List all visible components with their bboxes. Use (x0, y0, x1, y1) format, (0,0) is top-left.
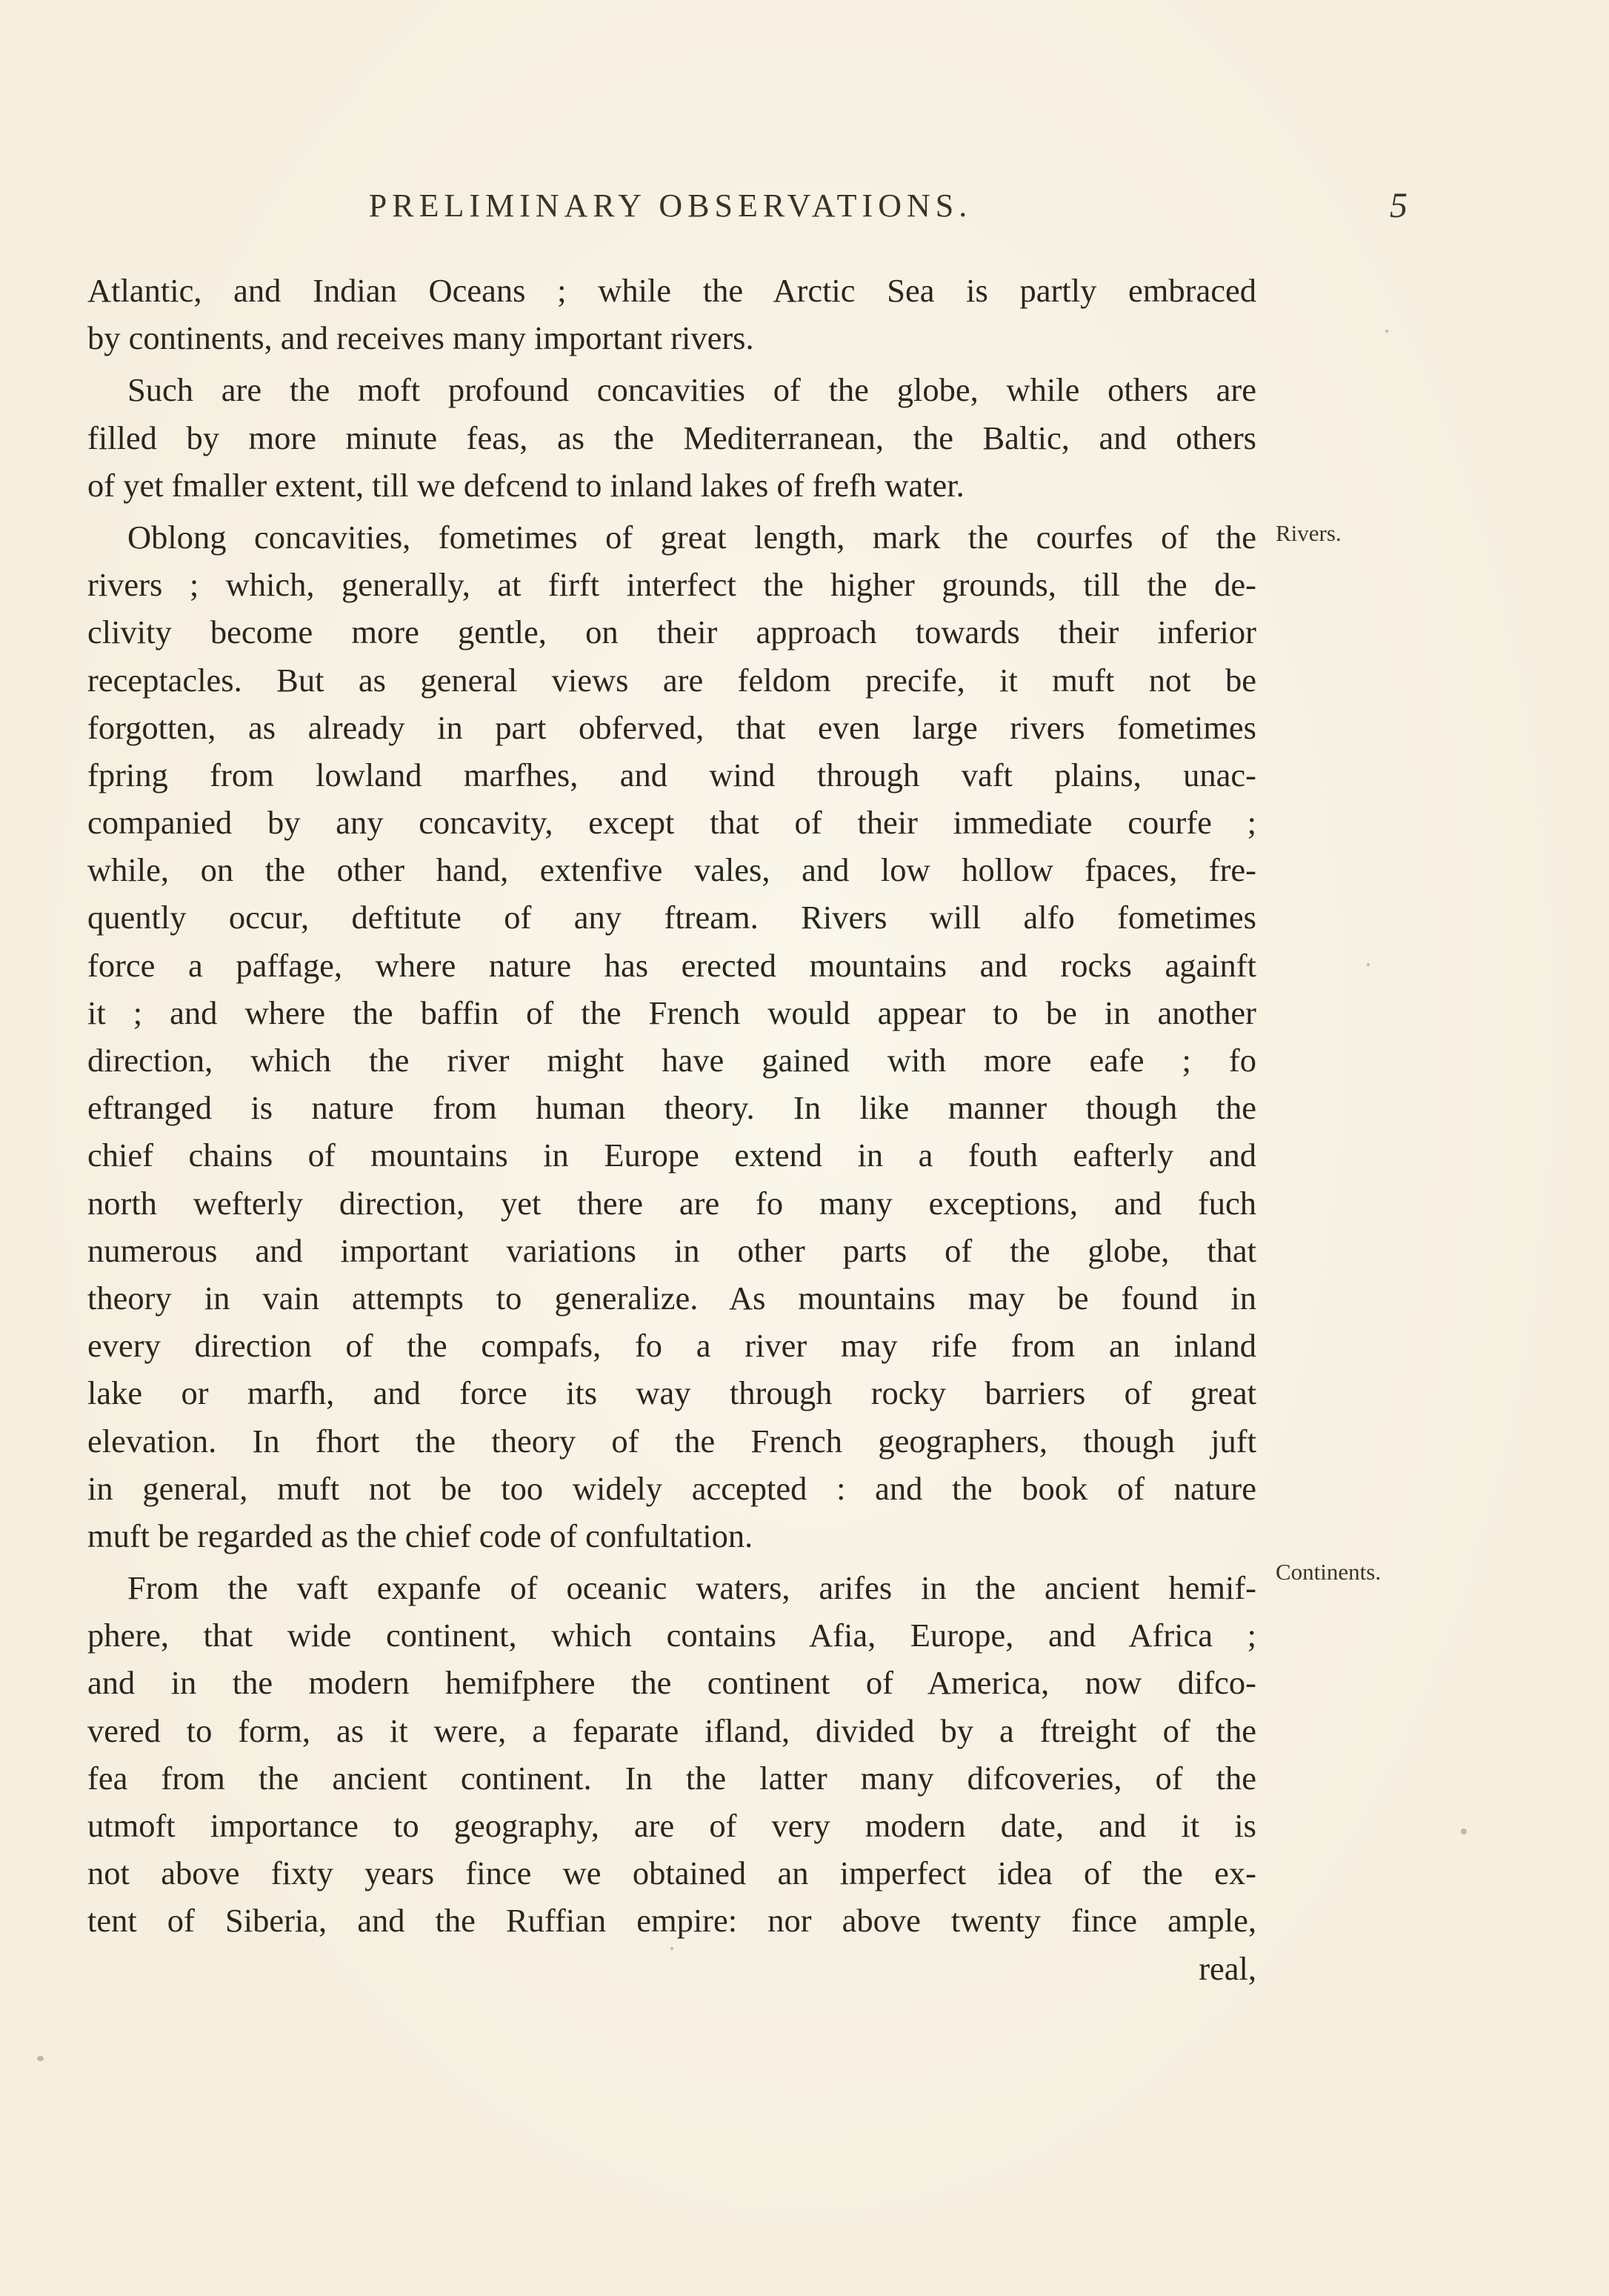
paper-speck (1385, 330, 1388, 333)
text-line: in general, muft not be too widely accepted : and the book of nature (87, 1469, 1256, 1507)
text-line: filled by more minute feas, as the Mediterranean, the Baltic, and others (87, 419, 1256, 456)
text-line: eftranged is nature from human theory. In like manner though the (87, 1089, 1256, 1127)
text-line: rivers ; which, generally, at firft interfect the higher grounds, till the de- (87, 566, 1256, 604)
text-line: companied by any concavity, except that of their immediate courfe ; (87, 804, 1256, 842)
text-line: while, on the other hand, extenfive vales, and low hollow fpaces, fre- (87, 851, 1256, 889)
text-line: muft be regarded as the chief code of confultation. (87, 1517, 753, 1554)
text-line: north wefterly direction, yet there are fo many exceptions, and fuch (87, 1184, 1256, 1222)
paper-speck (1461, 1829, 1467, 1834)
margin-note-continents: Continents. (1276, 1559, 1382, 1585)
text-line: vered to form, as it were, a feparate ifland, divided by a ftreight of the (87, 1711, 1256, 1749)
text-line: every direction of the compafs, fo a river may rife from an inland (87, 1327, 1256, 1365)
text-line: clivity become more gentle, on their approach towards their inferior (87, 613, 1256, 651)
text-line: lake or marfh, and force its way through rocky barriers of great (87, 1374, 1256, 1412)
text-line: it ; and where the baffin of the French would appear to be in another (87, 994, 1256, 1031)
text-line: theory in vain attempts to generalize. As mountains may be found in (87, 1279, 1256, 1317)
text-line: fpring from lowland marfhes, and wind through vaft plains, unac- (87, 756, 1256, 793)
paper-speck (37, 2056, 44, 2061)
text-line: utmoft importance to geography, are of very modern date, and it is (87, 1807, 1256, 1844)
text-line: quently occur, deftitute of any ftream. Rivers will alfo fometimes (87, 899, 1256, 936)
text-line: phere, that wide continent, which contains Afia, Europe, and Africa ; (87, 1617, 1256, 1654)
body-text (87, 267, 1256, 1992)
text-line: Atlantic, and Indian Oceans ; while the Arctic Sea is partly embraced (87, 272, 1256, 309)
text-line: From the vaft expanfe of oceanic waters, arifes in the ancient hemif- (127, 1569, 1256, 1607)
text-line: numerous and important variations in other parts of the globe, that (87, 1231, 1256, 1269)
text-line: receptacles. But as general views are feldom precife, it muft not be (87, 661, 1256, 699)
text-line: fea from the ancient continent. In the latter many difcoveries, of the (87, 1759, 1256, 1797)
text-line: elevation. In fhort the theory of the French geographers, though juft (87, 1422, 1256, 1460)
text-line: and in the modern hemifphere the continent of America, now difco- (87, 1664, 1256, 1702)
running-head: PRELIMINARY OBSERVATIONS. (368, 187, 973, 224)
text-line: of yet fmaller extent, till we defcend to inland lakes of frefh water. (87, 466, 965, 504)
text-line: direction, which the river might have gained with more eafe ; fo (87, 1042, 1256, 1079)
text-line: force a paffage, where nature has erected mountains and rocks againft (87, 946, 1256, 984)
text-line: tent of Siberia, and the Ruffian empire: nor above twenty fince ample, (87, 1902, 1256, 1940)
paper-speck (1367, 963, 1370, 966)
catchword: real, (1199, 1949, 1256, 1987)
text-line: Such are the moft profound concavities of the globe, while others are (127, 371, 1256, 409)
text-line: Oblong concavities, fometimes of great length, mark the courfes of the (127, 518, 1256, 556)
margin-note-rivers: Rivers. (1276, 520, 1342, 546)
text-line: by continents, and receives many important rivers. (87, 319, 754, 357)
text-line: not above fixty years fince we obtained an imperfect idea of the ex- (87, 1854, 1256, 1892)
paper-speck (670, 1947, 673, 1950)
page-number: 5 (1390, 186, 1408, 225)
text-line: chief chains of mountains in Europe extend in a fouth eafterly and (87, 1137, 1256, 1174)
text-line: forgotten, as already in part obferved, that even large rivers fometimes (87, 708, 1256, 746)
